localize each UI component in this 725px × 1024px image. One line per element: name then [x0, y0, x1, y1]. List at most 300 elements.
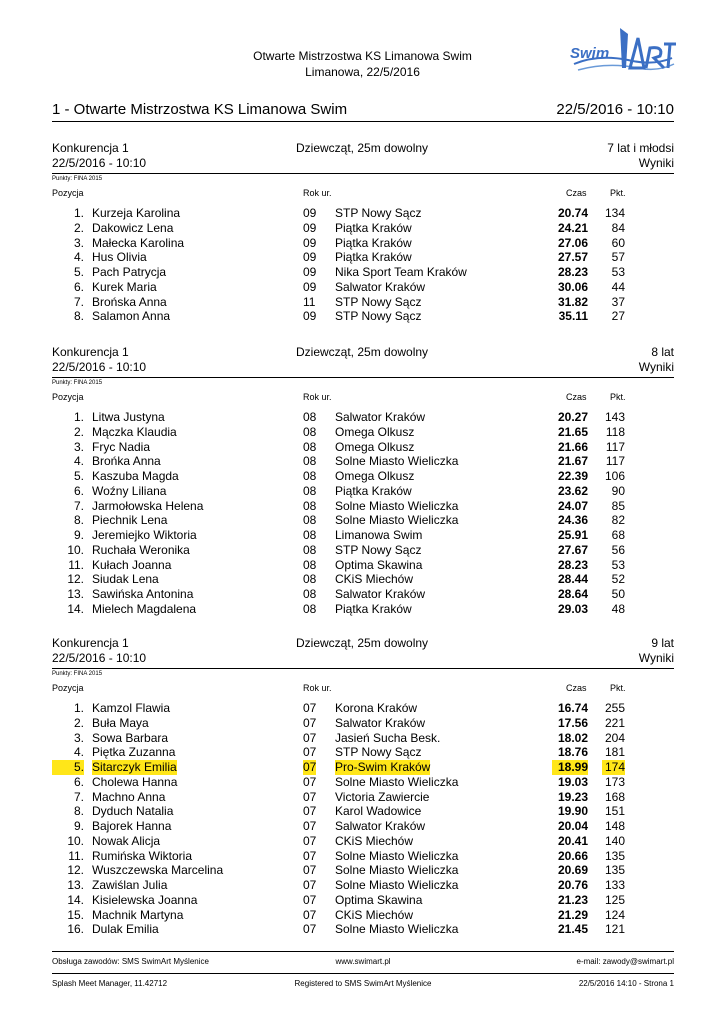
- swimmer-name: Ruchała Weronika: [92, 542, 190, 557]
- result-time: 27.06: [557, 235, 588, 250]
- event-results-label: Wyniki: [638, 360, 674, 374]
- club-name: Optima Skawina: [335, 892, 423, 907]
- event-description: Dziewcząt, 25m dowolny: [296, 345, 429, 359]
- footer-software: [52, 978, 674, 990]
- col-time: Czas: [566, 188, 587, 198]
- result-place: 14.: [67, 892, 84, 907]
- result-row: [52, 221, 674, 236]
- points-system: Punkty: FINA 2015: [52, 671, 103, 677]
- result-points: 27: [611, 309, 625, 324]
- event-age-group: 8 lat: [651, 345, 674, 359]
- result-place: 16.: [67, 922, 84, 937]
- header-location-date: Limanowa, 22/5/2016: [305, 65, 420, 79]
- club-name: Solne Miasto Wieliczka: [335, 454, 459, 469]
- club-name: Solne Miasto Wieliczka: [335, 863, 459, 878]
- result-points: 37: [611, 294, 625, 309]
- result-place: 1.: [73, 206, 84, 220]
- result-points: 53: [611, 265, 625, 279]
- birth-year: 07: [303, 715, 317, 730]
- result-time: 25.91: [557, 528, 588, 542]
- swimmer-name: Bajorek Hanna: [92, 819, 172, 833]
- result-row: [52, 701, 674, 716]
- result-time: 21.45: [557, 922, 588, 937]
- result-row: [52, 499, 674, 514]
- footer-organizer: Obsługa zawodów: SMS SwimArt Myślenice: [52, 957, 209, 966]
- result-time: 20.27: [557, 410, 588, 424]
- club-name: STP Nowy Sącz: [335, 745, 422, 760]
- swimmer-name: Fryc Nadia: [92, 439, 151, 454]
- birth-year: 07: [303, 819, 317, 833]
- swimmer-name: Brońska Anna: [92, 294, 167, 309]
- result-points: 68: [611, 528, 625, 542]
- result-time: 20.76: [557, 878, 588, 892]
- result-place: 2.: [73, 424, 84, 439]
- club-name: Piątka Kraków: [335, 601, 412, 616]
- result-points: 44: [611, 279, 625, 294]
- club-name: Pro-Swim Kraków: [335, 760, 431, 774]
- column-headers: [52, 679, 674, 701]
- result-time: 23.62: [557, 483, 588, 498]
- club-name: Jasień Sucha Besk.: [335, 730, 441, 745]
- result-time: 20.74: [557, 206, 588, 220]
- club-name: Solne Miasto Wieliczka: [335, 774, 459, 789]
- col-points: Pkt.: [610, 188, 626, 198]
- result-points: 140: [604, 833, 625, 848]
- result-place: 3.: [73, 730, 84, 745]
- col-position: Pozycja: [52, 683, 84, 693]
- results-list: [52, 410, 674, 617]
- result-place: 11.: [68, 848, 84, 863]
- result-time: 21.23: [557, 892, 588, 907]
- column-headers: [52, 184, 674, 206]
- result-place: 3.: [73, 439, 84, 454]
- result-row: [52, 922, 674, 937]
- divider: [52, 951, 674, 952]
- col-year: Rok ur.: [303, 188, 332, 198]
- col-position: Pozycja: [52, 392, 84, 402]
- result-points: 53: [611, 557, 625, 572]
- result-points: 121: [604, 922, 625, 937]
- column-headers: [52, 388, 674, 410]
- result-points: 52: [611, 572, 625, 587]
- club-name: Piątka Kraków: [335, 483, 412, 498]
- result-place: 5.: [73, 265, 84, 279]
- swimmer-name: Kamzol Flawia: [92, 701, 171, 715]
- swimmer-name: Dulak Emilia: [92, 922, 159, 937]
- result-row: [52, 440, 674, 455]
- club-name: Solne Miasto Wieliczka: [335, 878, 459, 892]
- club-name: CKiS Miechów: [335, 572, 414, 587]
- result-row: [52, 834, 674, 849]
- result-place: 7.: [73, 294, 84, 309]
- event-name: Konkurencja 1: [52, 345, 129, 359]
- result-time: 24.07: [557, 498, 588, 513]
- result-row: [52, 513, 674, 528]
- result-place: 8.: [73, 309, 84, 324]
- club-name: Salwator Kraków: [335, 819, 426, 833]
- club-name: Omega Olkusz: [335, 424, 415, 439]
- result-place: 1.: [73, 410, 84, 424]
- result-place: 12.: [67, 572, 84, 587]
- swimmer-name: Kurek Maria: [92, 279, 157, 294]
- event-results-label: Wyniki: [638, 651, 674, 665]
- result-row: [52, 309, 674, 324]
- birth-year: 08: [303, 542, 317, 557]
- result-row: [52, 469, 674, 484]
- birth-year: 08: [303, 439, 317, 454]
- result-points: 117: [605, 439, 625, 454]
- event-section: [52, 636, 674, 937]
- result-time: 30.06: [557, 279, 588, 294]
- club-name: CKiS Miechów: [335, 833, 414, 848]
- footer-page-info: 22/5/2016 14:10 - Strona 1: [578, 979, 674, 988]
- result-place: 12.: [67, 863, 84, 878]
- event-datetime: 22/5/2016 - 10:10: [52, 360, 147, 374]
- result-place: 7.: [73, 789, 84, 804]
- result-points: 57: [611, 250, 625, 265]
- result-row: [52, 745, 674, 760]
- divider: [52, 973, 674, 974]
- club-name: STP Nowy Sącz: [335, 206, 422, 220]
- club-name: Solne Miasto Wieliczka: [335, 513, 459, 528]
- event-datetime: 22/5/2016 - 10:10: [52, 651, 147, 665]
- result-row: [52, 716, 674, 731]
- result-place: 15.: [67, 907, 84, 922]
- result-time: 20.66: [557, 848, 588, 863]
- result-time: 18.02: [557, 730, 588, 745]
- logo-text: Swim: [570, 45, 610, 62]
- club-name: Solne Miasto Wieliczka: [335, 848, 459, 863]
- birth-year: 07: [303, 701, 317, 715]
- birth-year: 07: [303, 745, 317, 760]
- result-row: [52, 206, 674, 221]
- club-name: STP Nowy Sącz: [335, 542, 422, 557]
- points-system: Punkty: FINA 2015: [52, 380, 103, 386]
- col-position: Pozycja: [52, 188, 84, 198]
- result-points: 124: [604, 907, 625, 922]
- result-place: 13.: [67, 587, 84, 601]
- result-time: 24.36: [557, 513, 588, 528]
- birth-year: 07: [303, 848, 317, 863]
- birth-year: 09: [303, 250, 317, 265]
- result-row: [52, 602, 674, 617]
- swimmer-name: Małecka Karolina: [92, 235, 185, 250]
- swimmer-name: Piętka Zuzanna: [92, 745, 176, 760]
- result-time: 35.11: [558, 309, 588, 324]
- result-row: [52, 484, 674, 499]
- swimmer-name: Zawiślan Julia: [92, 878, 168, 892]
- header-title: Otwarte Mistrzostwa KS Limanowa Swim: [253, 49, 472, 63]
- result-place: 2.: [73, 715, 84, 730]
- result-points: 135: [604, 848, 625, 863]
- footer-software-version: Splash Meet Manager, 11.42712: [52, 979, 168, 988]
- swimmer-name: Kurzeja Karolina: [92, 206, 181, 220]
- result-points: 50: [611, 587, 625, 601]
- result-points: 118: [605, 424, 625, 439]
- footer-registration: Registered to SMS SwimArt Myślenice: [294, 979, 432, 988]
- divider: [52, 173, 674, 174]
- result-row: [52, 558, 674, 573]
- swimmer-name: Mączka Klaudia: [92, 424, 177, 439]
- birth-year: 08: [303, 424, 317, 439]
- club-name: Nika Sport Team Kraków: [335, 265, 467, 279]
- club-name: Limanowa Swim: [335, 528, 423, 542]
- result-place: 14.: [67, 601, 84, 616]
- result-time: 21.65: [557, 424, 588, 439]
- result-row: [52, 893, 674, 908]
- result-row: [52, 849, 674, 864]
- result-time: 21.29: [557, 907, 588, 922]
- result-points: 255: [604, 701, 625, 715]
- result-place: 4.: [73, 250, 84, 265]
- result-row: [52, 295, 674, 310]
- result-place: 5.: [52, 760, 84, 775]
- results-list: [52, 206, 674, 324]
- result-place: 8.: [73, 804, 84, 819]
- swimmer-name: Nowak Alicja: [92, 833, 161, 848]
- swimmer-name: Buła Maya: [92, 715, 149, 730]
- result-row: [52, 410, 674, 425]
- event-name: Konkurencja 1: [52, 141, 129, 155]
- result-points: 117: [605, 454, 625, 469]
- event-section: [52, 141, 674, 324]
- result-time: 17.56: [557, 715, 588, 730]
- result-place: 11.: [68, 557, 84, 572]
- result-points: 151: [604, 804, 625, 819]
- birth-year: 08: [303, 469, 317, 483]
- result-row: [52, 878, 674, 893]
- club-name: Salwator Kraków: [335, 279, 426, 294]
- birth-year: 07: [303, 907, 317, 922]
- swimmer-name: Jeremiejko Wiktoria: [92, 528, 197, 542]
- result-points: 148: [604, 819, 625, 833]
- result-place: 9.: [73, 528, 84, 542]
- birth-year: 08: [303, 587, 317, 601]
- result-points: 90: [611, 483, 625, 498]
- swimmer-name: Jarmołowska Helena: [92, 498, 204, 513]
- club-name: Karol Wadowice: [335, 804, 422, 819]
- club-name: Korona Kraków: [335, 701, 418, 715]
- footer-website-link[interactable]: www.swimart.pl: [335, 957, 391, 966]
- club-name: Piątka Kraków: [335, 235, 412, 250]
- birth-year: 07: [303, 760, 317, 774]
- result-place: 8.: [73, 513, 84, 528]
- event-age-group: 7 lat i młodsi: [607, 141, 674, 155]
- swimart-logo: [568, 24, 678, 86]
- birth-year: 09: [303, 279, 317, 294]
- result-points: 221: [604, 715, 625, 730]
- birth-year: 07: [303, 863, 317, 878]
- result-place: 5.: [73, 469, 84, 483]
- result-row: [52, 760, 674, 775]
- result-row: [52, 572, 674, 587]
- result-place: 3.: [73, 235, 84, 250]
- birth-year: 08: [303, 601, 317, 616]
- swimmer-name: Cholewa Hanna: [92, 774, 178, 789]
- result-row: [52, 790, 674, 805]
- result-points: 135: [604, 863, 625, 878]
- points-system: Punkty: FINA 2015: [52, 176, 103, 182]
- meet-title: 1 - Otwarte Mistrzostwa KS Limanowa Swim: [52, 101, 348, 118]
- swimmer-name: Rumińska Wiktoria: [92, 848, 193, 863]
- birth-year: 08: [303, 410, 317, 424]
- swimmer-name: Salamon Anna: [92, 309, 171, 324]
- col-time: Czas: [566, 392, 587, 402]
- birth-year: 08: [303, 572, 317, 587]
- club-name: Salwator Kraków: [335, 587, 426, 601]
- result-place: 7.: [73, 498, 84, 513]
- birth-year: 08: [303, 454, 317, 469]
- swimmer-name: Sawińska Antonina: [92, 587, 194, 601]
- result-points: 106: [604, 469, 625, 483]
- swimmer-name: Machnik Martyna: [92, 907, 184, 922]
- result-row: [52, 454, 674, 469]
- result-place: 6.: [73, 483, 84, 498]
- swimmer-name: Siudak Lena: [92, 572, 159, 587]
- swimmer-name: Machno Anna: [92, 789, 166, 804]
- result-points: 84: [611, 220, 625, 235]
- results-list: [52, 701, 674, 937]
- result-row: [52, 775, 674, 790]
- event-description: Dziewcząt, 25m dowolny: [296, 141, 429, 155]
- birth-year: 07: [303, 774, 317, 789]
- result-time: 20.41: [557, 833, 588, 848]
- result-row: [52, 587, 674, 602]
- swimmer-name: Piechnik Lena: [92, 513, 168, 528]
- birth-year: 08: [303, 498, 317, 513]
- result-points: 60: [611, 235, 625, 250]
- divider: [52, 377, 674, 378]
- meet-datetime: 22/5/2016 - 10:10: [556, 101, 674, 118]
- result-time: 28.44: [557, 572, 588, 587]
- birth-year: 08: [303, 528, 317, 542]
- result-time: 18.76: [557, 745, 588, 760]
- result-place: 4.: [73, 454, 84, 469]
- result-points: 143: [604, 410, 625, 424]
- club-name: Salwator Kraków: [335, 715, 426, 730]
- result-place: 13.: [67, 878, 84, 892]
- result-time: 28.23: [557, 557, 588, 572]
- result-points: 82: [611, 513, 625, 528]
- result-points: 174: [602, 760, 625, 775]
- result-place: 6.: [73, 774, 84, 789]
- col-year: Rok ur.: [303, 683, 332, 693]
- result-time: 27.57: [557, 250, 588, 265]
- divider: [52, 668, 674, 669]
- result-points: 48: [611, 601, 625, 616]
- birth-year: 09: [303, 235, 317, 250]
- result-points: 168: [604, 789, 625, 804]
- result-time: 19.03: [557, 774, 588, 789]
- result-time: 22.39: [557, 469, 588, 483]
- result-place: 2.: [73, 220, 84, 235]
- result-time: 31.82: [557, 294, 588, 309]
- swimmer-name: Hus Olivia: [92, 250, 147, 265]
- result-points: 56: [611, 542, 625, 557]
- result-time: 21.66: [557, 439, 588, 454]
- swimmer-name: Kułach Joanna: [92, 557, 172, 572]
- club-name: STP Nowy Sącz: [335, 309, 422, 324]
- col-time: Czas: [566, 683, 587, 693]
- footer-service: [52, 956, 674, 968]
- birth-year: 08: [303, 513, 317, 528]
- result-row: [52, 250, 674, 265]
- event-name: Konkurencja 1: [52, 636, 129, 650]
- result-place: 9.: [73, 819, 84, 833]
- birth-year: 07: [303, 789, 317, 804]
- result-time: 18.99: [552, 760, 588, 775]
- result-points: 204: [604, 730, 625, 745]
- birth-year: 09: [303, 309, 317, 324]
- result-time: 28.64: [557, 587, 588, 601]
- birth-year: 08: [303, 483, 317, 498]
- swimmer-name: Kaszuba Magda: [92, 469, 179, 483]
- result-row: [52, 425, 674, 440]
- event-datetime: 22/5/2016 - 10:10: [52, 156, 147, 170]
- birth-year: 11: [303, 294, 316, 309]
- col-points: Pkt.: [610, 392, 626, 402]
- birth-year: 07: [303, 922, 317, 937]
- event-section: [52, 345, 674, 617]
- club-name: Piątka Kraków: [335, 250, 412, 265]
- club-name: Piątka Kraków: [335, 220, 412, 235]
- swimmer-name: Kisielewska Joanna: [92, 892, 198, 907]
- result-time: 21.67: [557, 454, 588, 469]
- result-place: 4.: [73, 745, 84, 760]
- result-time: 27.67: [557, 542, 588, 557]
- club-name: Victoria Zawiercie: [335, 789, 430, 804]
- result-row: [52, 280, 674, 295]
- col-year: Rok ur.: [303, 392, 332, 402]
- result-points: 125: [604, 892, 625, 907]
- divider: [52, 121, 674, 122]
- result-place: 1.: [73, 701, 84, 715]
- footer-email-link[interactable]: e-mail: zawody@swimart.pl: [576, 957, 674, 966]
- swimmer-name: Woźny Liliana: [92, 483, 167, 498]
- result-time: 29.03: [557, 601, 588, 616]
- birth-year: 07: [303, 804, 317, 819]
- result-row: [52, 819, 674, 834]
- result-time: 19.90: [557, 804, 588, 819]
- result-points: 85: [611, 498, 625, 513]
- birth-year: 08: [303, 557, 317, 572]
- result-time: 19.23: [557, 789, 588, 804]
- club-name: STP Nowy Sącz: [335, 294, 422, 309]
- birth-year: 09: [303, 220, 317, 235]
- birth-year: 07: [303, 833, 317, 848]
- result-row: [52, 236, 674, 251]
- club-name: Optima Skawina: [335, 557, 423, 572]
- result-row: [52, 908, 674, 923]
- result-time: 16.74: [557, 701, 588, 715]
- club-name: Salwator Kraków: [335, 410, 426, 424]
- club-name: Omega Olkusz: [335, 469, 415, 483]
- result-row: [52, 528, 674, 543]
- birth-year: 07: [303, 878, 317, 892]
- swimmer-name: Brońka Anna: [92, 454, 161, 469]
- club-name: CKiS Miechów: [335, 907, 414, 922]
- swimmer-name: Sitarczyk Emilia: [92, 760, 177, 774]
- result-row: [52, 265, 674, 280]
- result-points: 133: [604, 878, 625, 892]
- result-time: 28.23: [557, 265, 588, 279]
- result-place: 6.: [73, 279, 84, 294]
- meet-title-row: [52, 101, 674, 121]
- result-time: 20.69: [557, 863, 588, 878]
- club-name: Solne Miasto Wieliczka: [335, 498, 459, 513]
- club-name: Solne Miasto Wieliczka: [335, 922, 459, 937]
- club-name: Omega Olkusz: [335, 439, 415, 454]
